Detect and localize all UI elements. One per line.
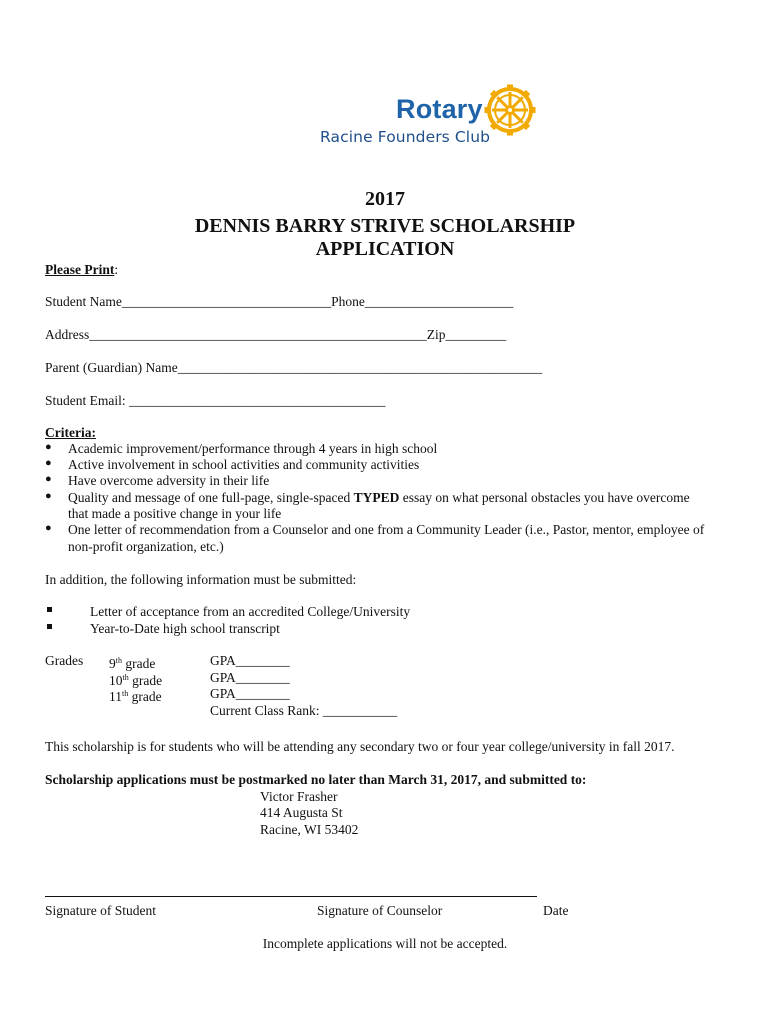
parent-name-field[interactable]: Parent (Guardian) Name______________________________________________________ [45,360,543,375]
deadline-statement: Scholarship applications must be postmarked no later than March 31, 2017, and submitted to: [45,772,587,787]
eligibility-statement: This scholarship is for students who will be attending any secondary two or four year college/university in fall 2017. [45,739,675,754]
rotary-logo [318,84,540,150]
grade-number: 9 [109,656,116,671]
mailing-street: 414 Augusta St [260,805,343,820]
please-print-label: Please Print [45,262,115,277]
student-name-phone-field[interactable]: Student Name_______________________________Phone______________________ [45,294,514,309]
logo-subtitle: Racine Founders Club [320,128,491,146]
signature-date-label: Date [543,903,569,918]
square-bullet-icon [47,607,52,612]
criteria-item: Have overcome adversity in their life [68,473,270,488]
addition-item: Year-to-Date high school transcript [90,621,280,636]
criteria-item-recommendation-cont: non-profit organization, etc.) [68,539,224,554]
bullet-icon: ● [45,473,52,485]
grade-word: grade [132,673,163,688]
grade-row-11 [109,686,162,705]
bullet-icon: ● [45,522,52,534]
criteria-item-essay [68,490,690,506]
gpa-field-11[interactable]: GPA________ [210,686,290,701]
bullet-icon: ● [45,490,52,502]
grade-ordinal: th [115,656,122,665]
addition-intro: In addition, the following information must be submitted: [45,572,357,587]
addition-item: Letter of acceptance from an accredited College/University [90,604,411,619]
please-print-heading [45,262,118,278]
essay-text-post: essay on what personal obstacles you have overcome [399,490,690,505]
grade-ordinal: th [122,673,129,682]
footer-note: Incomplete applications will not be accepted. [262,936,508,951]
mailing-name: Victor Frasher [260,789,338,804]
title-line-1: DENNIS BARRY STRIVE SCHOLARSHIP [194,215,576,237]
essay-text-pre: Quality and message of one full-page, single-spaced [68,490,354,505]
student-email-field[interactable]: Student Email: ______________________________________ [45,393,386,408]
rotary-wheel-icon [484,84,536,136]
title-year: 2017 [365,188,405,210]
criteria-item-recommendation: One letter of recommendation from a Counselor and one from a Community Leader (i.e., Pastor, mentor, employee of [68,522,705,537]
criteria-item: Active involvement in school activities and community activities [68,457,420,472]
gpa-field-10[interactable]: GPA________ [210,670,290,685]
please-print-colon: : [114,262,119,277]
bullet-icon: ● [45,457,52,469]
title-line-2: APPLICATION [315,238,455,260]
grade-number: 10 [109,673,123,688]
square-bullet-icon [47,624,52,629]
criteria-heading: Criteria: [45,425,96,440]
logo-wordmark: Rotary [396,94,483,124]
gpa-field-9[interactable]: GPA________ [210,653,290,668]
mailing-city: Racine, WI 53402 [260,822,359,837]
signature-student-label: Signature of Student [45,903,156,918]
grade-number: 11 [109,689,122,704]
grade-ordinal: th [122,689,129,698]
signature-line[interactable] [45,896,537,897]
essay-text-bold: TYPED [353,490,400,505]
grade-word: grade [131,689,162,704]
class-rank-field[interactable]: Current Class Rank: ___________ [210,703,398,718]
criteria-item: Academic improvement/performance through 4 years in high school [68,441,438,456]
criteria-item-essay-cont: that made a positive change in your life [68,506,282,521]
bullet-icon: ● [45,441,52,453]
grades-label: Grades [45,653,84,668]
signature-counselor-label: Signature of Counselor [317,903,443,918]
grade-word: grade [125,656,156,671]
address-zip-field[interactable]: Address__________________________________________________Zip_________ [45,327,507,342]
